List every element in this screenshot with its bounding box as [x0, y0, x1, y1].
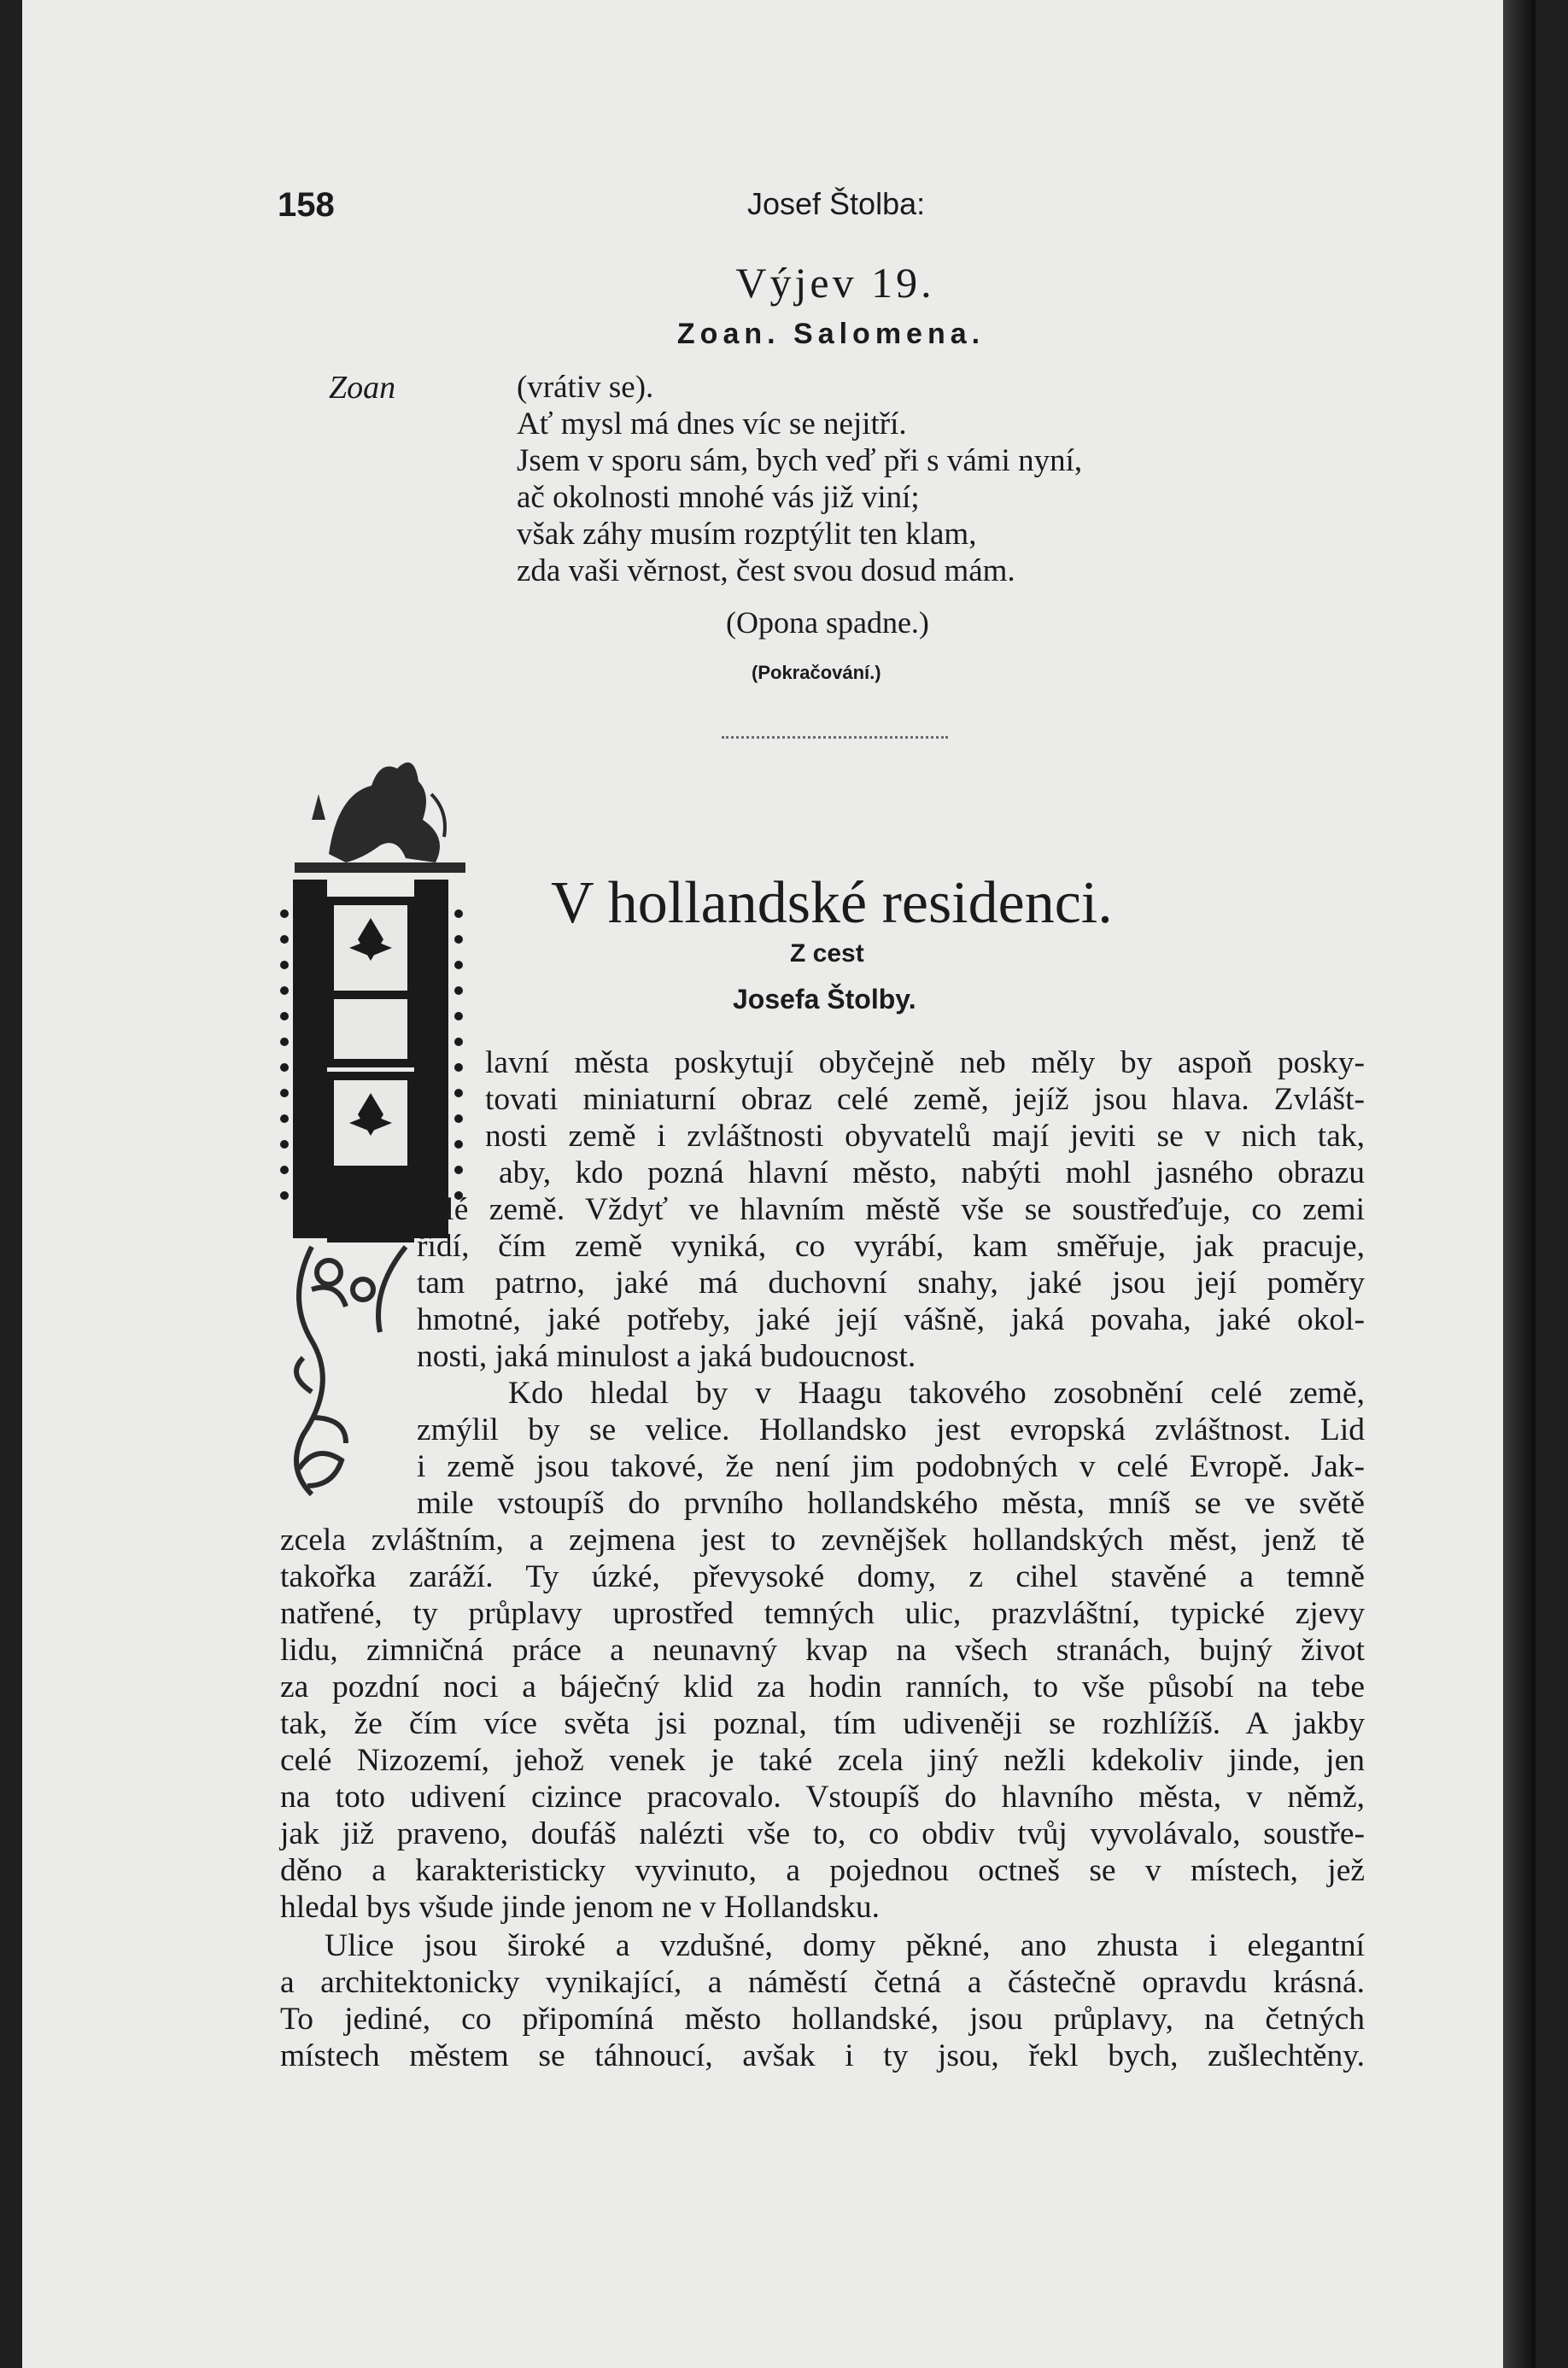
article-body-line: Kdo hledal by v Haagu takového zosobnění celé země, [508, 1376, 1365, 1411]
book-spine [1503, 0, 1536, 2368]
article-body-line: tovati miniaturní obraz celé země, jejíž jsou hlava. Zvlášt- [485, 1082, 1365, 1117]
verse-line: zda vaši věrnost, čest svou dosud mám. [517, 553, 1015, 588]
article-body-line: řídí, čím země vyniká, co vyrábí, kam směřuje, jak pracuje, [417, 1229, 1365, 1264]
article-body-line: i země jsou takové, že není jim podobných v celé Evropě. Jak- [417, 1449, 1365, 1484]
continuation-note: (Pokračování.) [752, 662, 881, 683]
section-divider [722, 736, 948, 739]
article-body-line: tak, že čím více světa jsi poznal, tím udiveněji se rozhlížíš. A jakby [280, 1706, 1365, 1741]
article-body-line: To jediné, co připomíná město hollandské, jsou průplavy, na četných [280, 2002, 1365, 2037]
decorative-initial [278, 743, 500, 1516]
verse-line: Jsem v sporu sám, bych veď při s vámi nyní, [517, 443, 1083, 478]
running-title: Josef Štolba: [747, 186, 926, 221]
curtain-direction: (Opona spadne.) [726, 605, 929, 640]
article-body-line: hmotné, jaké potřeby, jaké její vášně, jaká povaha, jaké okol- [417, 1302, 1365, 1337]
page-number: 158 [278, 186, 335, 224]
verse-line: Ať mysl má dnes víc se nejitří. [517, 406, 907, 441]
article-title: V hollandské residenci. [551, 870, 1113, 936]
article-body-line: tam patrno, jaké má duchovní snahy, jaké jsou její poměry [417, 1266, 1365, 1301]
vine-ornament-icon [296, 1247, 406, 1494]
article-body-line: celé země. Vždyť ve hlavním městě vše se soustřeďuje, co zemi [417, 1192, 1365, 1227]
article-body-line: celé Nizozemí, jehož venek je také zcela jiný nežli kdekoliv jinde, jen [280, 1743, 1365, 1778]
scene-title: Výjev 19. [735, 259, 935, 307]
stage-direction: (vrátiv se). [517, 370, 654, 405]
article-body-line: natřené, ty průplavy uprostřed temných ulic, prazvláštní, typické zjevy [280, 1596, 1365, 1631]
lion-ornament-icon [295, 763, 465, 873]
article-body-line: nosti, jaká minulost a jaká budoucnost. [417, 1339, 916, 1374]
article-body-line: takořka zaráží. Ty úzké, převysoké domy, z cihel stavěné a temně [280, 1559, 1365, 1594]
verse-line: však záhy musím rozptýlit ten klam, [517, 517, 977, 552]
article-body-line: místech městem se táhnoucí, avšak i ty jsou, řekl bych, zušlechtěny. [280, 2038, 1365, 2073]
article-body-line: lidu, zimničná práce a neunavný kvap na všech stranách, bujný život [280, 1633, 1365, 1668]
article-body-line: zmýlil by se velice. Hollandsko jest evropská zvláštnost. Lid [417, 1412, 1365, 1447]
article-body-line: aby, kdo pozná hlavní město, nabýti mohl jasného obrazu [499, 1155, 1365, 1190]
initial-letter-h-icon [280, 880, 463, 1242]
article-body-line: na toto udivení cizince pracovalo. Vstoupíš do hlavního města, v němž, [280, 1780, 1365, 1815]
article-body-line: za pozdní noci a báječný klid za hodin ranních, to vše působí na tebe [280, 1669, 1365, 1704]
article-body-line: hledal bys všude jinde jenom ne v Hollandsku. [280, 1890, 880, 1925]
article-body-line: jak již praveno, doufáš nalézti vše to, co obdiv tvůj vyvolávalo, soustře- [280, 1816, 1365, 1851]
article-body-line: mile vstoupíš do prvního hollandského města, mníš se ve světě [417, 1486, 1365, 1521]
article-body-line: Ulice jsou široké a vzdušné, domy pěkné, ano zhusta i elegantní [325, 1928, 1365, 1963]
article-subtitle: Z cest [790, 939, 864, 968]
scene-characters: Zoan. Salomena. [676, 318, 986, 350]
article-body-line: lavní města poskytují obyčejně neb měly by aspoň posky- [485, 1045, 1365, 1080]
verse-line: ač okolnosti mnohé vás již viní; [517, 480, 920, 515]
article-author: Josefa Štolby. [733, 984, 916, 1014]
article-body-line: děno a karakteristicky vyvinuto, a pojednou octneš se v místech, jež [280, 1853, 1365, 1888]
article-body-line: zcela zvláštním, a zejmena jest to zevnějšek hollandských měst, jenž tě [280, 1523, 1365, 1558]
article-body-line: nosti země i zvláštnosti obyvatelů mají jeviti se v nich tak, [485, 1119, 1365, 1154]
article-body-line: a architektonicky vynikající, a náměstí četná a částečně opravdu krásná. [280, 1965, 1365, 2000]
speaker-name: Zoan [329, 370, 396, 406]
